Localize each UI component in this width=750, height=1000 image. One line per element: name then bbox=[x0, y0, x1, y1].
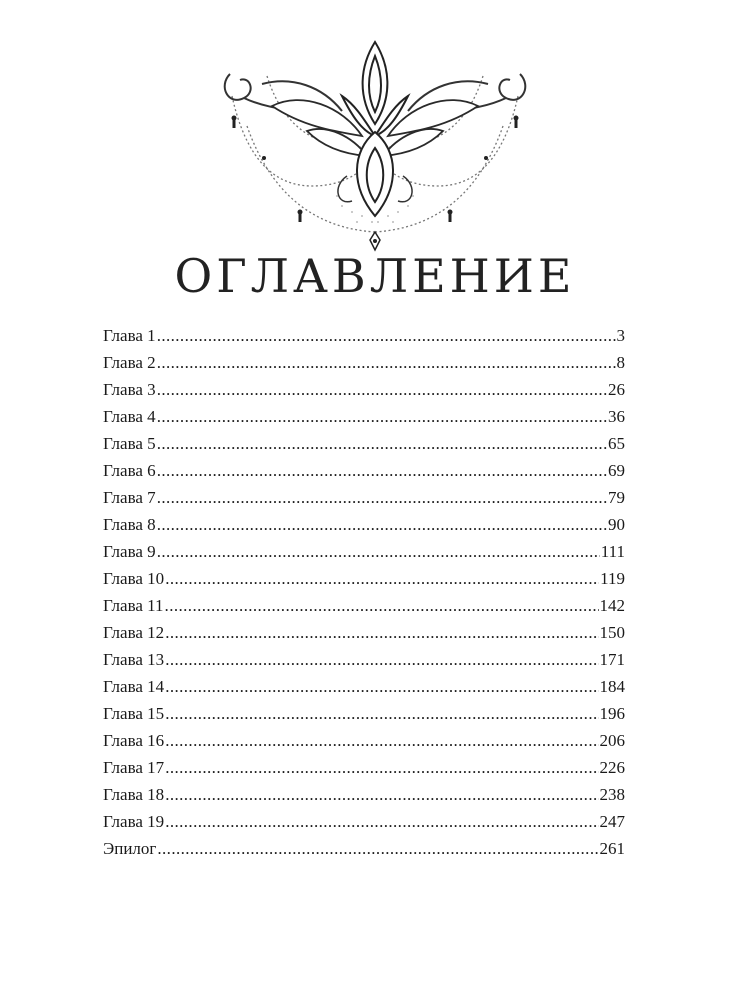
toc-entry-page: 111 bbox=[600, 542, 625, 561]
toc-dot-leader bbox=[165, 650, 598, 670]
toc-entry[interactable] bbox=[103, 758, 625, 785]
toc-entry[interactable] bbox=[103, 542, 625, 569]
toc-dot-leader bbox=[165, 677, 598, 697]
table-of-contents bbox=[103, 326, 625, 866]
toc-entry[interactable] bbox=[103, 731, 625, 758]
toc-entry[interactable] bbox=[103, 839, 625, 866]
toc-dot-leader bbox=[157, 434, 607, 454]
toc-entry-label: Глава 8 bbox=[103, 515, 156, 534]
toc-entry-label: Глава 15 bbox=[103, 704, 165, 723]
toc-entry-page: 196 bbox=[599, 704, 625, 723]
toc-entry-page: 8 bbox=[616, 353, 625, 372]
toc-entry-label: Глава 4 bbox=[103, 407, 156, 426]
toc-entry-page: 206 bbox=[599, 731, 625, 750]
toc-entry-page: 69 bbox=[608, 461, 625, 480]
toc-entry-label: Эпилог bbox=[103, 839, 157, 858]
toc-entry-label: Глава 10 bbox=[103, 569, 165, 588]
toc-entry[interactable] bbox=[103, 785, 625, 812]
toc-entry-page: 226 bbox=[599, 758, 625, 777]
toc-dot-leader bbox=[165, 623, 598, 643]
toc-entry-label: Глава 14 bbox=[103, 677, 165, 696]
toc-entry-page: 150 bbox=[599, 623, 625, 642]
toc-entry[interactable] bbox=[103, 353, 625, 380]
toc-entry-label: Глава 3 bbox=[103, 380, 156, 399]
toc-entry-label: Глава 12 bbox=[103, 623, 165, 642]
toc-entry-page: 65 bbox=[608, 434, 625, 453]
toc-dot-leader bbox=[157, 380, 607, 400]
toc-entry-label: Глава 7 bbox=[103, 488, 156, 507]
toc-entry-label: Глава 18 bbox=[103, 785, 165, 804]
toc-entry[interactable] bbox=[103, 461, 625, 488]
toc-dot-leader bbox=[157, 353, 616, 373]
toc-entry[interactable] bbox=[103, 488, 625, 515]
toc-entry-label: Глава 16 bbox=[103, 731, 165, 750]
toc-entry-label: Глава 9 bbox=[103, 542, 156, 561]
toc-entry[interactable] bbox=[103, 596, 625, 623]
toc-entry[interactable] bbox=[103, 407, 625, 434]
toc-dot-leader bbox=[157, 488, 607, 508]
toc-entry-page: 90 bbox=[608, 515, 625, 534]
toc-dot-leader bbox=[165, 569, 599, 589]
toc-entry-page: 119 bbox=[600, 569, 625, 588]
toc-entry-page: 238 bbox=[599, 785, 625, 804]
toc-entry-page: 261 bbox=[599, 839, 625, 858]
page-title: ОГЛАВЛЕНИЕ bbox=[174, 249, 576, 303]
toc-dot-leader bbox=[165, 704, 598, 724]
toc-entry[interactable] bbox=[103, 515, 625, 542]
toc-entry-label: Глава 17 bbox=[103, 758, 165, 777]
toc-entry[interactable] bbox=[103, 434, 625, 461]
toc-dot-leader bbox=[157, 542, 600, 562]
toc-entry[interactable] bbox=[103, 704, 625, 731]
toc-entry[interactable] bbox=[103, 326, 625, 353]
toc-entry[interactable] bbox=[103, 812, 625, 839]
toc-entry[interactable] bbox=[103, 677, 625, 704]
toc-entry-page: 247 bbox=[599, 812, 625, 831]
toc-dot-leader bbox=[157, 515, 607, 535]
lotus-ornament-icon bbox=[212, 36, 538, 254]
toc-entry[interactable] bbox=[103, 650, 625, 677]
toc-entry-page: 142 bbox=[599, 596, 625, 615]
toc-entry-page: 26 bbox=[608, 380, 625, 399]
toc-entry[interactable] bbox=[103, 569, 625, 596]
toc-entry-page: 171 bbox=[599, 650, 625, 669]
toc-entry-label: Глава 1 bbox=[103, 326, 156, 345]
toc-entry-label: Глава 13 bbox=[103, 650, 165, 669]
toc-entry-label: Глава 19 bbox=[103, 812, 165, 831]
toc-entry-page: 3 bbox=[616, 326, 625, 345]
toc-entry[interactable] bbox=[103, 380, 625, 407]
toc-entry[interactable] bbox=[103, 623, 625, 650]
toc-dot-leader bbox=[157, 326, 616, 346]
toc-entry-page: 184 bbox=[599, 677, 625, 696]
toc-dot-leader bbox=[157, 839, 598, 859]
toc-entry-page: 36 bbox=[608, 407, 625, 426]
toc-entry-label: Глава 6 bbox=[103, 461, 156, 480]
toc-entry-label: Глава 2 bbox=[103, 353, 156, 372]
toc-entry-label: Глава 5 bbox=[103, 434, 156, 453]
toc-entry-page: 79 bbox=[608, 488, 625, 507]
toc-entry-label: Глава 11 bbox=[103, 596, 164, 615]
toc-dot-leader bbox=[157, 461, 607, 481]
toc-dot-leader bbox=[165, 758, 598, 778]
toc-dot-leader bbox=[157, 407, 607, 427]
toc-dot-leader bbox=[165, 812, 598, 832]
toc-dot-leader bbox=[165, 596, 599, 616]
toc-dot-leader bbox=[165, 731, 598, 751]
toc-dot-leader bbox=[165, 785, 598, 805]
